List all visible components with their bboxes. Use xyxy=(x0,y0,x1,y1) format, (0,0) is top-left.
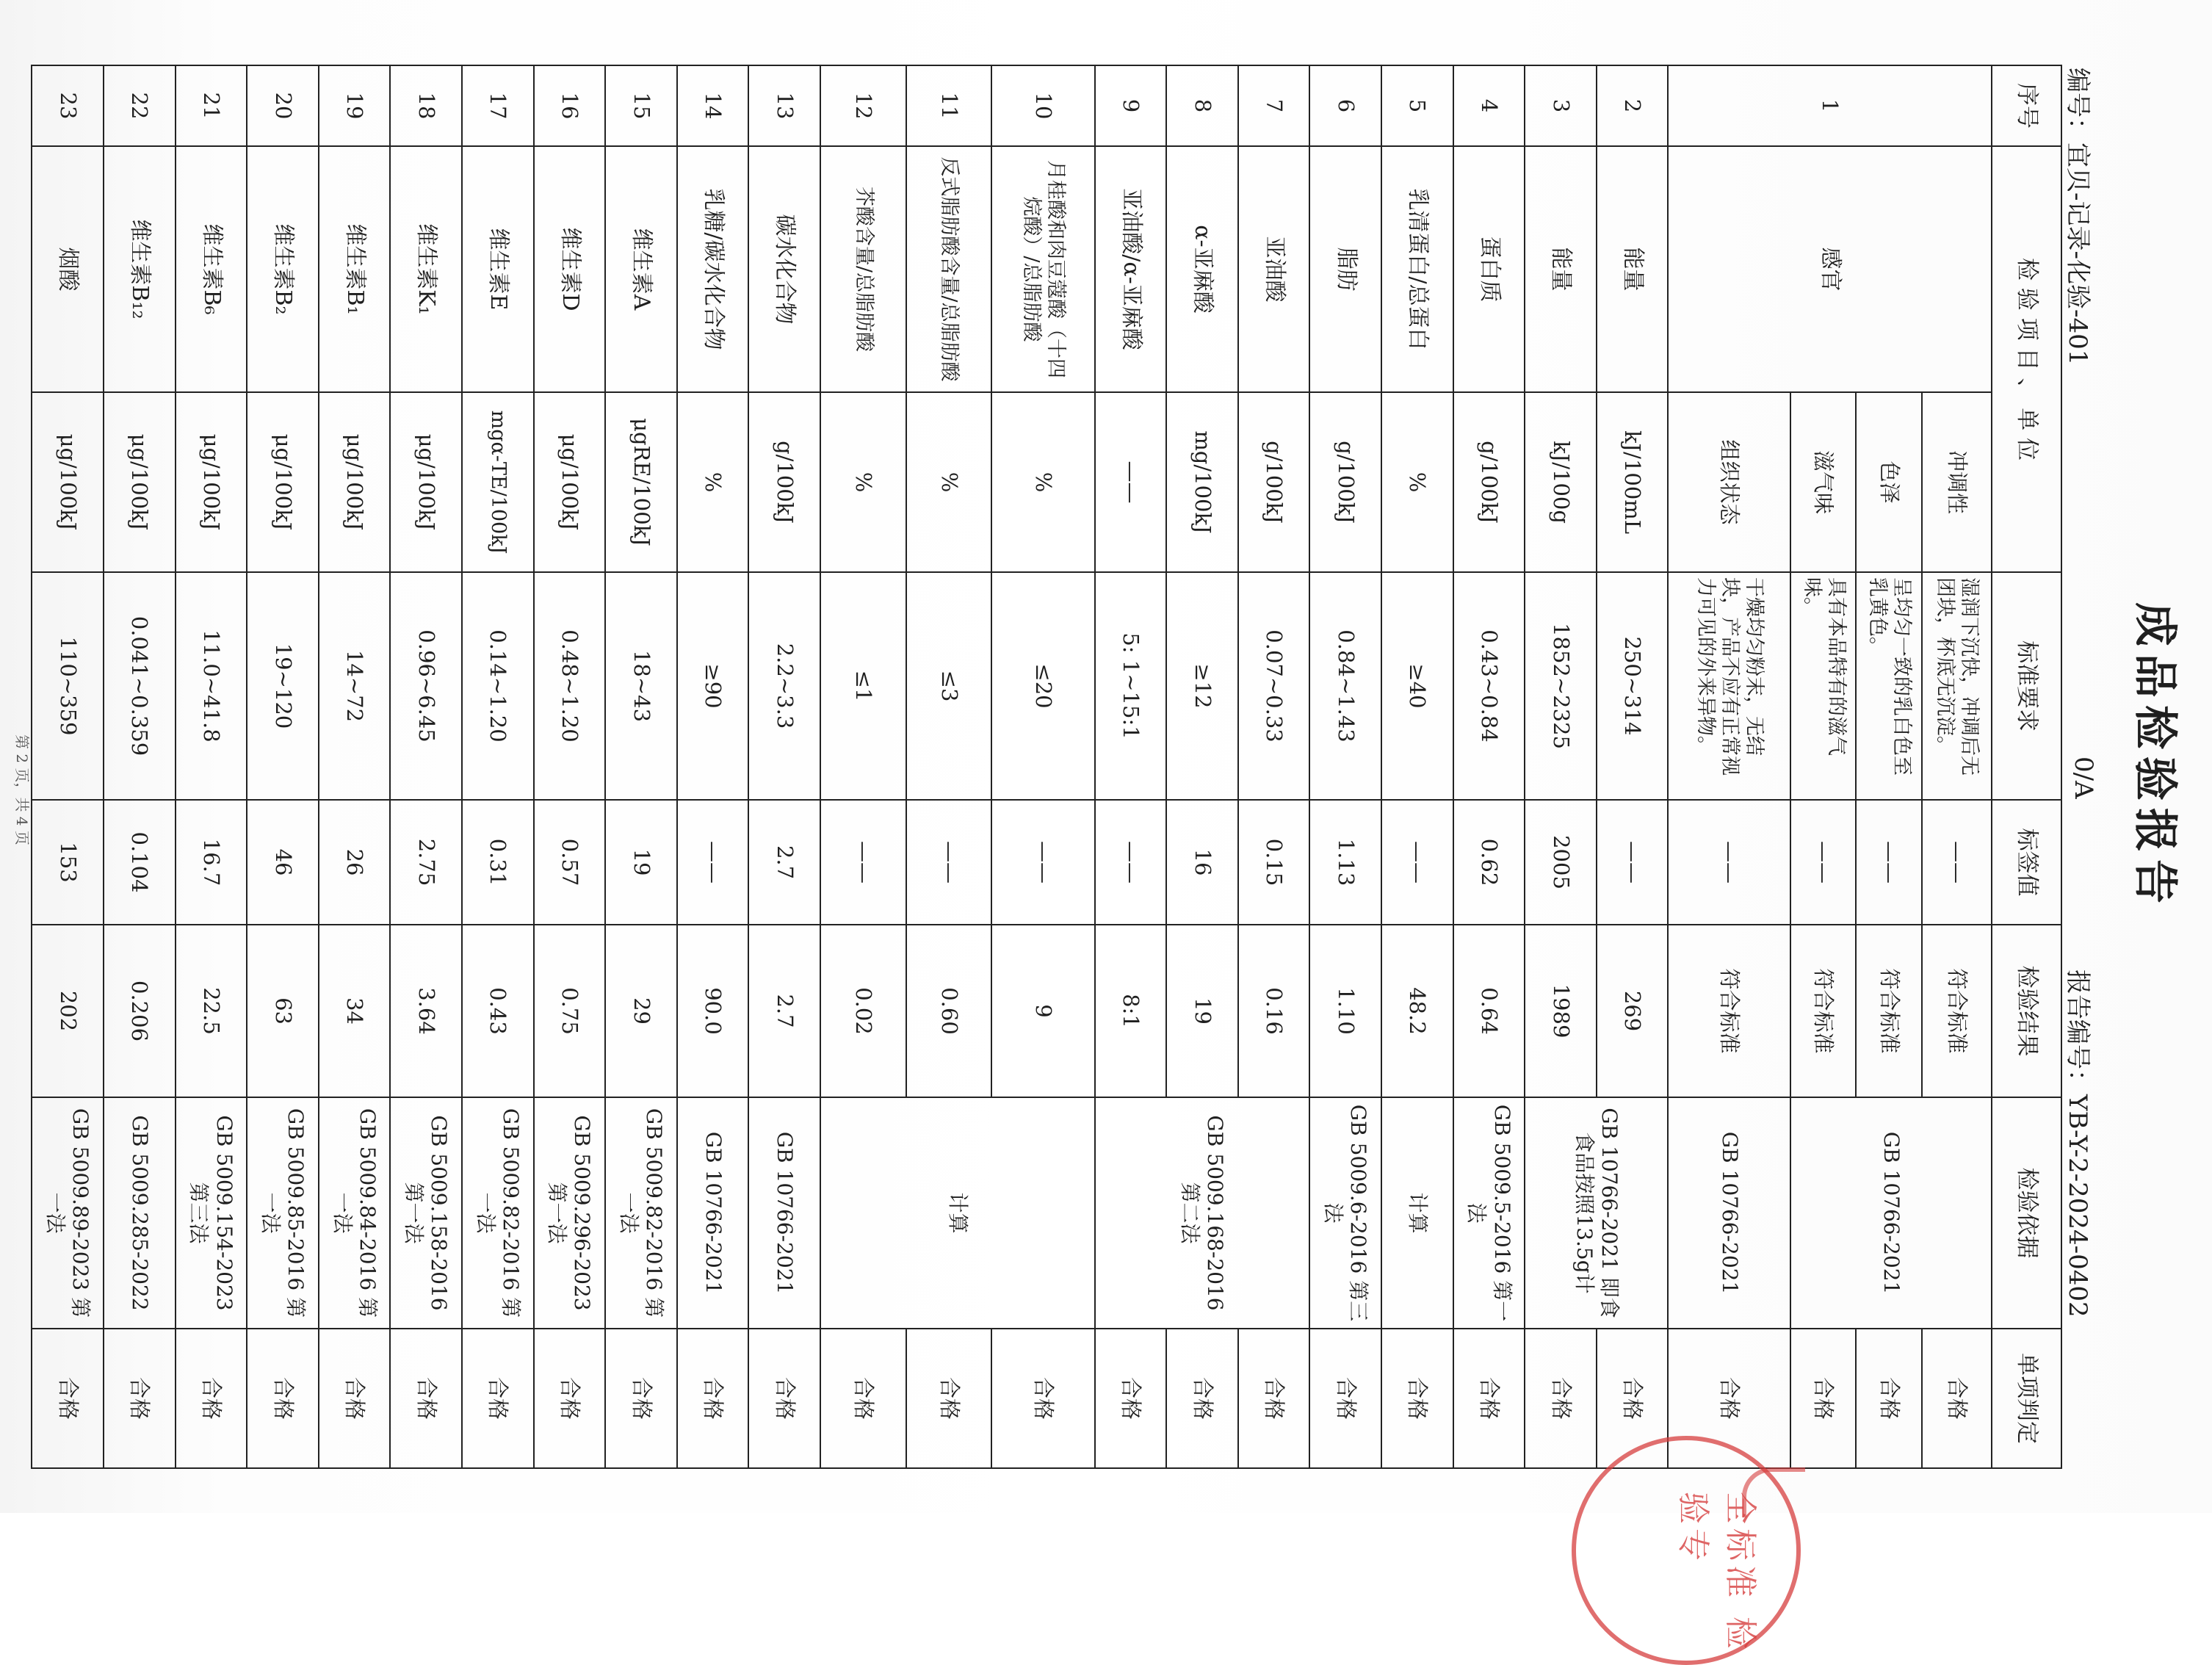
result-cell: 63 xyxy=(247,925,319,1097)
label-cell: —— xyxy=(1095,800,1167,925)
standard-cell: 湿润下沉快，冲调后无团块，杯底无沉淀。 xyxy=(1922,572,1992,800)
unit-cell: μg/100kJ xyxy=(319,392,391,572)
label-cell: 2.7 xyxy=(748,800,820,925)
table-row xyxy=(1453,65,1525,1468)
standard-cell: 干燥均匀粉末，无结块，产品不应有正常视力可见的外来异物。 xyxy=(1668,572,1790,800)
verdict-cell: 合格 xyxy=(1790,1329,1856,1468)
standard-cell: 250~314 xyxy=(1597,572,1669,800)
basis-cell: GB 5009.5-2016 第一法 xyxy=(1453,1097,1525,1329)
standard-cell: 0.43~0.84 xyxy=(1453,572,1525,800)
item-cell: 维生素B₆ xyxy=(176,146,247,392)
basis-cell: GB 5009.82-2016 第一法 xyxy=(605,1097,677,1329)
standard-cell: ≥90 xyxy=(677,572,749,800)
unit-cell: % xyxy=(820,392,906,572)
item-cell: 能量 xyxy=(1597,146,1669,392)
verdict-cell: 合格 xyxy=(319,1329,391,1468)
seq-cell: 7 xyxy=(1238,65,1310,146)
unit-cell: g/100kJ xyxy=(1309,392,1381,572)
label-cell: 0.31 xyxy=(462,800,534,925)
standard-cell: 11.0~41.8 xyxy=(176,572,247,800)
basis-cell: GB 5009.85-2016 第一法 xyxy=(247,1097,319,1329)
result-cell: 0.206 xyxy=(104,925,176,1097)
label-cell: —— xyxy=(1597,800,1669,925)
header-result: 检验结果 xyxy=(1992,925,2061,1097)
seal-text: 全标准 检验专 xyxy=(1674,1492,1759,1653)
result-cell: 29 xyxy=(605,925,677,1097)
verdict-cell: 合格 xyxy=(1668,1329,1790,1468)
verdict-cell: 合格 xyxy=(1381,1329,1453,1468)
sub-item-cell: 组织状态 xyxy=(1668,392,1790,572)
unit-cell: mgα-TE/100kJ xyxy=(462,392,534,572)
standard-cell: 呈均匀一致的乳白色至乳黄色。 xyxy=(1856,572,1921,800)
result-cell: 8:1 xyxy=(1095,925,1167,1097)
seq-cell: 20 xyxy=(247,65,319,146)
label-cell: 0.15 xyxy=(1238,800,1310,925)
unit-cell: g/100kJ xyxy=(748,392,820,572)
result-cell: 1.10 xyxy=(1309,925,1381,1097)
item-cell: 芥酸含量/总脂肪酸 xyxy=(820,146,906,392)
result-cell: 202 xyxy=(32,925,104,1097)
unit-cell: % xyxy=(1381,392,1453,572)
standard-cell: ≤1 xyxy=(820,572,906,800)
result-cell: 符合标准 xyxy=(1922,925,1992,1097)
item-cell: 能量 xyxy=(1525,146,1597,392)
item-cell: 脂肪 xyxy=(1309,146,1381,392)
page-footer: 第 2 页，共 4 页 xyxy=(13,734,31,845)
seq-cell: 17 xyxy=(462,65,534,146)
item-cell: 反式脂肪酸含量/总脂肪酸 xyxy=(906,146,992,392)
label-cell: —— xyxy=(1668,800,1790,925)
header-item: 检 验 项 目 、 单 位 xyxy=(1992,146,2061,572)
seq-cell: 14 xyxy=(677,65,749,146)
standard-cell: 18~43 xyxy=(605,572,677,800)
unit-cell: mg/100kJ xyxy=(1166,392,1238,572)
result-cell: 2.7 xyxy=(748,925,820,1097)
basis-cell: GB 10766-2021 xyxy=(1668,1097,1790,1329)
label-cell: 0.57 xyxy=(534,800,606,925)
verdict-cell: 合格 xyxy=(390,1329,462,1468)
label-cell: 153 xyxy=(32,800,104,925)
item-cell: 碳水化合物 xyxy=(748,146,820,392)
table-row xyxy=(176,65,247,1468)
seq-cell: 3 xyxy=(1525,65,1597,146)
label-cell: 19 xyxy=(605,800,677,925)
table-row xyxy=(319,65,391,1468)
seq-cell: 8 xyxy=(1166,65,1238,146)
unit-cell: μgRE/100kJ xyxy=(605,392,677,572)
red-seal-stamp xyxy=(1572,1436,1801,1665)
item-cell: 维生素A xyxy=(605,146,677,392)
table-row xyxy=(1309,65,1381,1468)
seq-cell: 4 xyxy=(1453,65,1525,146)
inspection-table xyxy=(31,65,2062,1469)
result-cell: 9 xyxy=(991,925,1094,1097)
standard-cell: ≤3 xyxy=(906,572,992,800)
item-cell: 月桂酸和肉豆蔻酸（十四烷酸）/总脂肪酸 xyxy=(991,146,1094,392)
table-row xyxy=(991,65,1094,1468)
version-number: 0/A xyxy=(2069,756,2098,799)
verdict-cell: 合格 xyxy=(1922,1329,1992,1468)
verdict-cell: 合格 xyxy=(991,1329,1094,1468)
label-cell: 0.104 xyxy=(104,800,176,925)
unit-cell: % xyxy=(906,392,992,572)
verdict-cell: 合格 xyxy=(176,1329,247,1468)
basis-cell: GB 10766-2021 即食食品按照13.5g计 xyxy=(1525,1097,1668,1329)
unit-cell: g/100kJ xyxy=(1453,392,1525,572)
verdict-cell: 合格 xyxy=(677,1329,749,1468)
unit-cell: —— xyxy=(1095,392,1167,572)
table-header-row xyxy=(1992,65,2061,1468)
unit-cell: % xyxy=(677,392,749,572)
item-cell: 维生素B₁ xyxy=(319,146,391,392)
item-cell: 乳糖/碳水化合物 xyxy=(677,146,749,392)
table-row xyxy=(1597,65,1669,1468)
unit-cell: μg/100kJ xyxy=(176,392,247,572)
verdict-cell: 合格 xyxy=(1309,1329,1381,1468)
verdict-cell: 合格 xyxy=(1095,1329,1167,1468)
table-row xyxy=(1922,65,1992,1468)
result-cell: 符合标准 xyxy=(1856,925,1921,1097)
verdict-cell: 合格 xyxy=(748,1329,820,1468)
standard-cell: 2.2~3.3 xyxy=(748,572,820,800)
unit-cell: μg/100kJ xyxy=(32,392,104,572)
seq-cell: 21 xyxy=(176,65,247,146)
item-cell: 乳清蛋白/总蛋白 xyxy=(1381,146,1453,392)
result-cell: 19 xyxy=(1166,925,1238,1097)
basis-cell: GB 10766-2021 xyxy=(748,1097,820,1329)
sub-item-cell: 滋气味 xyxy=(1790,392,1856,572)
standard-cell: 110~359 xyxy=(32,572,104,800)
result-cell: 0.02 xyxy=(820,925,906,1097)
seq-cell: 19 xyxy=(319,65,391,146)
basis-cell: GB 10766-2021 xyxy=(1790,1097,1992,1329)
standard-cell: ≥40 xyxy=(1381,572,1453,800)
table-row xyxy=(1381,65,1453,1468)
result-cell: 0.64 xyxy=(1453,925,1525,1097)
result-cell: 符合标准 xyxy=(1668,925,1790,1097)
label-cell: —— xyxy=(1790,800,1856,925)
table-row xyxy=(390,65,462,1468)
item-cell: 维生素E xyxy=(462,146,534,392)
table-row xyxy=(32,65,104,1468)
result-cell: 90.0 xyxy=(677,925,749,1097)
basis-cell: GB 5009.154-2023 第三法 xyxy=(176,1097,247,1329)
label-cell: 0.62 xyxy=(1453,800,1525,925)
label-cell: —— xyxy=(1856,800,1921,925)
result-cell: 3.64 xyxy=(390,925,462,1097)
seq-cell: 6 xyxy=(1309,65,1381,146)
unit-cell: μg/100kJ xyxy=(534,392,606,572)
item-cell: 蛋白质 xyxy=(1453,146,1525,392)
table-row xyxy=(247,65,319,1468)
result-cell: 269 xyxy=(1597,925,1669,1097)
standard-cell: ≥12 xyxy=(1166,572,1238,800)
seq-cell: 5 xyxy=(1381,65,1453,146)
result-cell: 0.43 xyxy=(462,925,534,1097)
header-basis: 检验依据 xyxy=(1992,1097,2061,1329)
item-cell: 维生素B₂ xyxy=(247,146,319,392)
label-cell: 2005 xyxy=(1525,800,1597,925)
standard-cell: 0.041~0.359 xyxy=(104,572,176,800)
label-cell: —— xyxy=(991,800,1094,925)
seq-cell: 10 xyxy=(991,65,1094,146)
seq-cell: 12 xyxy=(820,65,906,146)
basis-cell: GB 5009.296-2023 第一法 xyxy=(534,1097,606,1329)
seq-cell: 15 xyxy=(605,65,677,146)
label-cell: 16.7 xyxy=(176,800,247,925)
basis-cell: GB 5009.6-2016 第三法 xyxy=(1309,1097,1381,1329)
unit-cell: % xyxy=(991,392,1094,572)
seq-cell: 2 xyxy=(1597,65,1669,146)
document-number: 编号：宜贝-记录-化验-401 xyxy=(2063,68,2092,366)
seq-cell: 11 xyxy=(906,65,992,146)
basis-cell: 计算 xyxy=(1381,1097,1453,1329)
standard-cell: 具有本品特有的滋气味。 xyxy=(1790,572,1856,800)
basis-cell: GB 5009.82-2016 第一法 xyxy=(462,1097,534,1329)
standard-cell: 14~72 xyxy=(319,572,391,800)
header-label-value: 标签值 xyxy=(1992,800,2061,925)
label-cell: 2.75 xyxy=(390,800,462,925)
standard-cell: 0.48~1.20 xyxy=(534,572,606,800)
label-cell: 26 xyxy=(319,800,391,925)
label-cell: 1.13 xyxy=(1309,800,1381,925)
item-cell: 烟酸 xyxy=(32,146,104,392)
header-standard: 标准要求 xyxy=(1992,572,2061,800)
report-title: 成品检验报告 xyxy=(2129,602,2180,911)
item-cell: 亚油酸/α-亚麻酸 xyxy=(1095,146,1167,392)
table-row xyxy=(462,65,534,1468)
standard-cell: 0.14~1.20 xyxy=(462,572,534,800)
label-cell: —— xyxy=(677,800,749,925)
standard-cell: 1852~2325 xyxy=(1525,572,1597,800)
basis-cell: GB 5009.84-2016 第一法 xyxy=(319,1097,391,1329)
seq-cell: 13 xyxy=(748,65,820,146)
item-cell: 亚油酸 xyxy=(1238,146,1310,392)
seq-cell: 1 xyxy=(1668,65,1991,146)
unit-cell: g/100kJ xyxy=(1238,392,1310,572)
verdict-cell: 合格 xyxy=(1453,1329,1525,1468)
unit-cell: μg/100kJ xyxy=(104,392,176,572)
basis-cell: GB 5009.89-2023 第一法 xyxy=(32,1097,104,1329)
label-cell: —— xyxy=(906,800,992,925)
verdict-cell: 合格 xyxy=(1166,1329,1238,1468)
basis-cell: 计算 xyxy=(820,1097,1095,1329)
verdict-cell: 合格 xyxy=(1238,1329,1310,1468)
verdict-cell: 合格 xyxy=(247,1329,319,1468)
label-cell: 16 xyxy=(1166,800,1238,925)
item-cell: 维生素B₁₂ xyxy=(104,146,176,392)
verdict-cell: 合格 xyxy=(104,1329,176,1468)
result-cell: 符合标准 xyxy=(1790,925,1856,1097)
report-number: 报告编号：YB-Y-2-2024-0402 xyxy=(2063,969,2092,1318)
label-cell: —— xyxy=(1381,800,1453,925)
unit-cell: μg/100kJ xyxy=(390,392,462,572)
verdict-cell: 合格 xyxy=(32,1329,104,1468)
item-cell: 维生素K₁ xyxy=(390,146,462,392)
verdict-cell: 合格 xyxy=(462,1329,534,1468)
table-row xyxy=(677,65,749,1468)
item-cell: α-亚麻酸 xyxy=(1166,146,1238,392)
item-cell: 感官 xyxy=(1668,146,1991,392)
standard-cell: ≤20 xyxy=(991,572,1094,800)
unit-cell: μg/100kJ xyxy=(247,392,319,572)
sub-item-cell: 色泽 xyxy=(1856,392,1921,572)
header-seq: 序号 xyxy=(1992,65,2061,146)
verdict-cell: 合格 xyxy=(605,1329,677,1468)
unit-cell: kJ/100mL xyxy=(1597,392,1669,572)
standard-cell: 0.07~0.33 xyxy=(1238,572,1310,800)
verdict-cell: 合格 xyxy=(820,1329,906,1468)
result-cell: 0.75 xyxy=(534,925,606,1097)
seq-cell: 9 xyxy=(1095,65,1167,146)
basis-cell: GB 10766-2021 xyxy=(677,1097,749,1329)
seq-cell: 22 xyxy=(104,65,176,146)
label-cell: 46 xyxy=(247,800,319,925)
seq-cell: 16 xyxy=(534,65,606,146)
verdict-cell: 合格 xyxy=(534,1329,606,1468)
label-cell: —— xyxy=(1922,800,1992,925)
sub-item-cell: 冲调性 xyxy=(1922,392,1992,572)
verdict-cell: 合格 xyxy=(1525,1329,1597,1468)
table-row xyxy=(605,65,677,1468)
verdict-cell: 合格 xyxy=(1597,1329,1669,1468)
result-cell: 0.60 xyxy=(906,925,992,1097)
label-cell: —— xyxy=(820,800,906,925)
table-row xyxy=(104,65,176,1468)
item-cell: 维生素D xyxy=(534,146,606,392)
verdict-cell: 合格 xyxy=(906,1329,992,1468)
basis-cell: GB 5009.168-2016 第二法 xyxy=(1095,1097,1310,1329)
header-verdict: 单项判定 xyxy=(1992,1329,2061,1468)
standard-cell: 0.84~1.43 xyxy=(1309,572,1381,800)
standard-cell: 5: 1~15:1 xyxy=(1095,572,1167,800)
seq-cell: 23 xyxy=(32,65,104,146)
table-row xyxy=(534,65,606,1468)
basis-cell: GB 5009.285-2022 xyxy=(104,1097,176,1329)
basis-cell: GB 5009.158-2016 第一法 xyxy=(390,1097,462,1329)
verdict-cell: 合格 xyxy=(1856,1329,1921,1468)
result-cell: 0.16 xyxy=(1238,925,1310,1097)
standard-cell: 0.96~6.45 xyxy=(390,572,462,800)
seq-cell: 18 xyxy=(390,65,462,146)
result-cell: 48.2 xyxy=(1381,925,1453,1097)
standard-cell: 19~120 xyxy=(247,572,319,800)
result-cell: 22.5 xyxy=(176,925,247,1097)
table-row xyxy=(1238,65,1310,1468)
table-row xyxy=(748,65,820,1468)
result-cell: 1989 xyxy=(1525,925,1597,1097)
result-cell: 34 xyxy=(319,925,391,1097)
unit-cell: kJ/100g xyxy=(1525,392,1597,572)
